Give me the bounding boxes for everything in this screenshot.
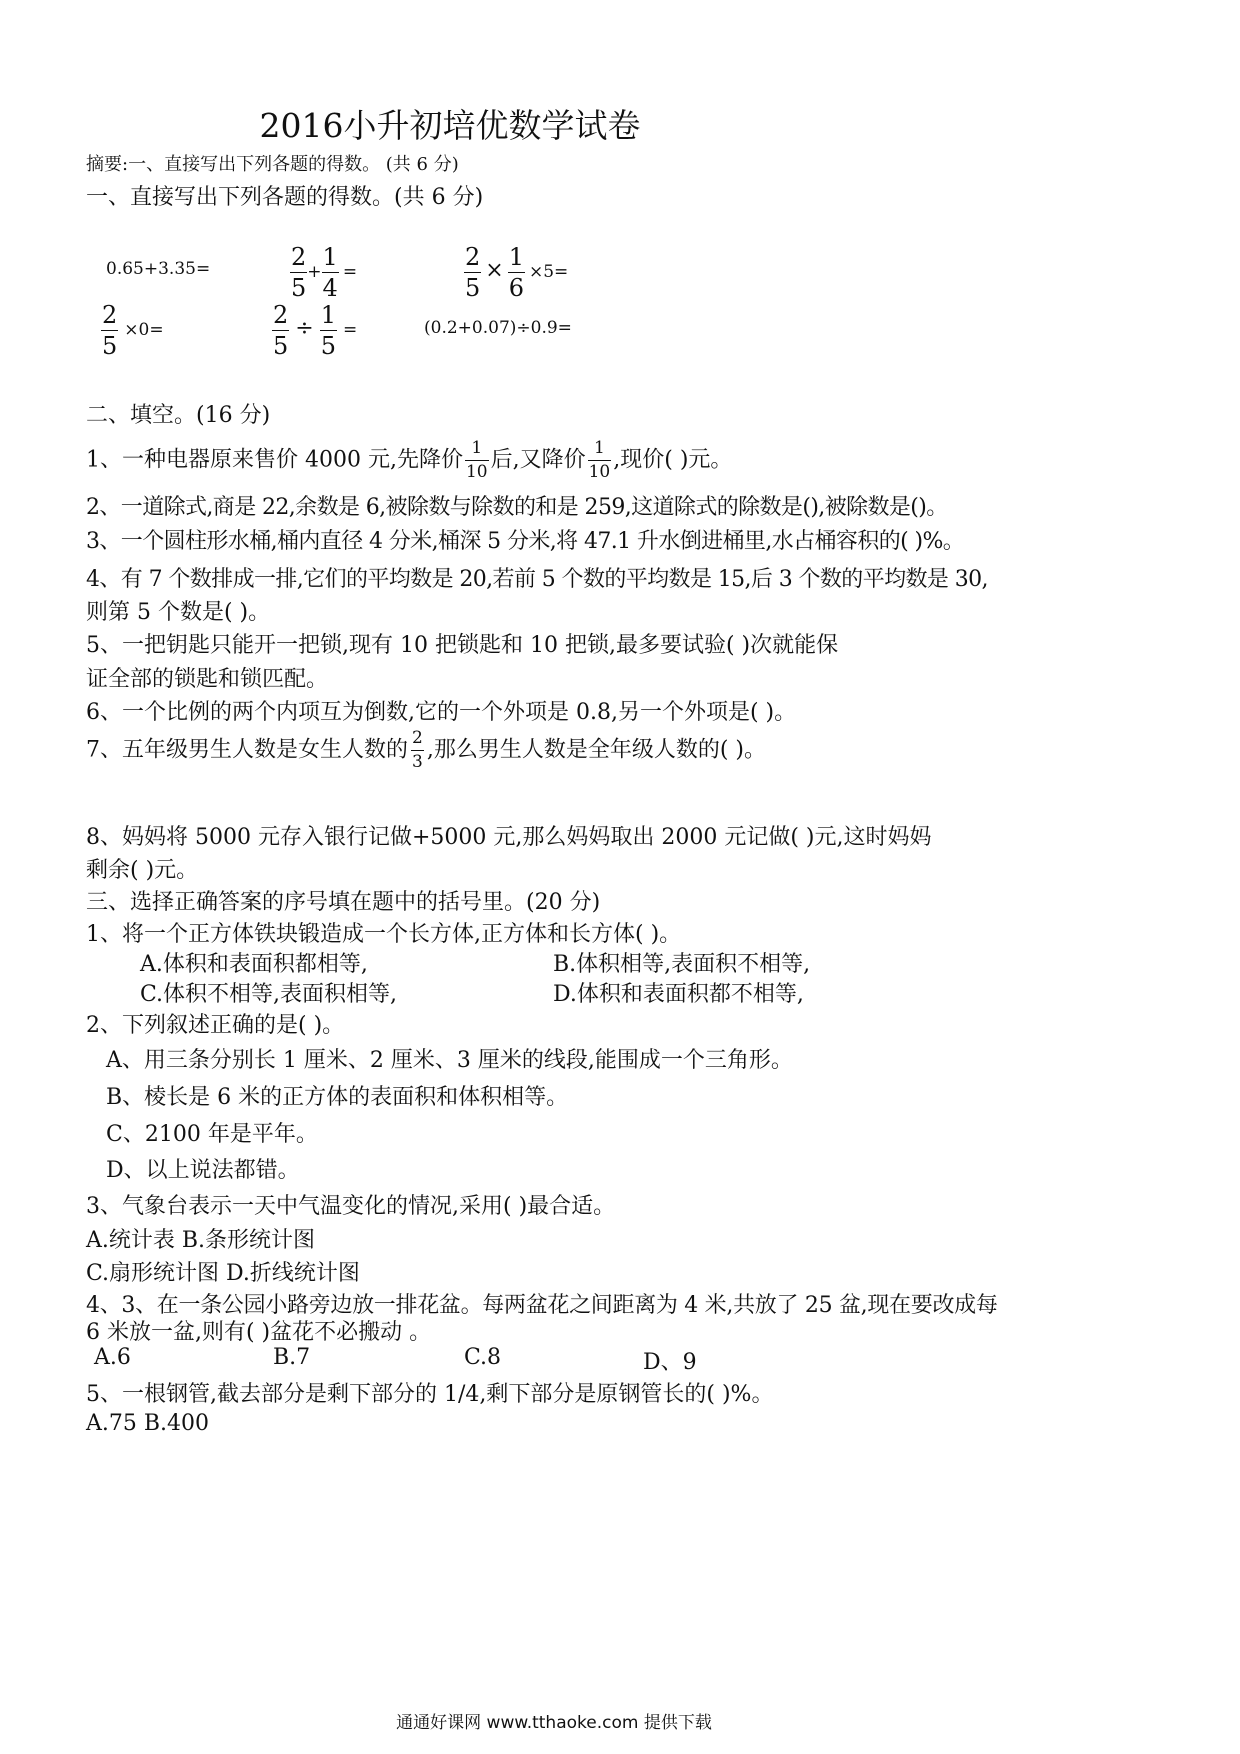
section1-heading: 一、直接写出下列各题的得数。(共 6 分) [86,185,484,210]
fill-item-4-line1: 4、有 7 个数排成一排,它们的平均数是 20,若前 5 个数的平均数是 15,后 3 个数的平均数是 30, [86,567,988,592]
footer-label: 通通好课网 www.tthaoke.com 提供下载 [396,1713,712,1733]
denominator: 10 [588,462,611,482]
fill-item-2: 2、一道除式,商是 22,余数是 6,被除数与除数的和是 259,这道除式的除数是(),被除数是()。 [86,495,948,520]
denominator: 5 [273,332,289,360]
fill-item-5-line2: 证全部的锁匙和锁匹配。 [86,667,329,692]
calc-q1: 0.65+3.35= [106,259,211,279]
equals: = [343,320,358,340]
numerator: 1 [588,440,612,461]
numerator: 2 [291,243,307,271]
fill-item-8-line1: 8、妈妈将 5000 元存入银行记做+5000 元,那么妈妈取出 2000 元记做( )元,这时妈妈 [86,825,932,850]
operator: ÷ [295,316,314,341]
fill-item-8-line2: 剩余( )元。 [86,858,199,883]
item-text: 7、五年级男生人数是女生人数的 [86,737,408,763]
choice-1-option-a: A.体积和表面积都相等, [140,952,368,977]
calc-q2 [290,245,357,300]
fraction [320,303,337,358]
item-text: ,那么男生人数是全年级人数的( )。 [426,737,766,763]
fraction [464,245,481,300]
choice-4-line2: 6 米放一盆,则有( )盆花不必搬动 。 [86,1320,432,1345]
fraction [508,245,525,300]
fill-item-1 [86,440,732,481]
operator: + [307,262,322,282]
fraction [101,303,118,358]
calc-q4 [101,303,164,358]
fill-item-4-line2: 则第 5 个数是( )。 [86,600,271,625]
calc-q6: (0.2+0.07)÷0.9= [424,318,572,338]
page-title-text: 2016小升初培优数学试卷 [259,106,641,145]
denominator: 5 [465,274,481,302]
numerator: 2 [411,730,424,751]
choice-3-options-cd: C.扇形统计图 D.折线统计图 [86,1261,360,1286]
summary-line: 摘要:一、直接写出下列各题的得数。 (共 6 分) [86,154,459,175]
section3-heading: 三、选择正确答案的序号填在题中的括号里。(20 分) [86,890,601,915]
choice-1-option-b: B.体积相等,表面积不相等, [553,952,811,977]
choice-2-option-a: A、用三条分别长 1 厘米、2 厘米、3 厘米的线段,能围成一个三角形。 [106,1048,793,1073]
operator: × [485,258,504,283]
choice-3: 3、气象台表示一天中气温变化的情况,采用( )最合适。 [86,1194,616,1219]
choice-1: 1、将一个正方体铁块锻造成一个长方体,正方体和长方体( )。 [86,922,682,947]
fill-item-5-line1: 5、一把钥匙只能开一把锁,现有 10 把锁匙和 10 把锁,最多要试验( )次就能保 [86,633,839,658]
choice-4-option-a: A.6 [94,1345,131,1370]
numerator: 2 [465,243,481,271]
numerator: 1 [320,301,336,329]
page-title [0,100,1240,147]
choice-2-option-b: B、棱长是 6 米的正方体的表面积和体积相等。 [106,1085,569,1110]
choice-3-options-ab: A.统计表 B.条形统计图 [86,1228,316,1253]
choice-4-option-d: D、9 [643,1350,697,1375]
denominator: 6 [508,274,524,302]
equals: = [342,262,358,282]
denominator: 3 [412,752,423,772]
choice-2-option-d: D、以上说法都错。 [106,1158,300,1183]
numerator: 2 [273,301,289,329]
choice-5: 5、一根钢管,截去部分是剩下部分的 1/4,剩下部分是原钢管长的( )%。 [86,1382,774,1407]
choice-1-option-c: C.体积不相等,表面积相等, [140,982,398,1007]
choice-5-options: A.75 B.400 [86,1411,210,1436]
fill-item-7 [86,730,766,771]
fraction [290,245,307,300]
choice-1-option-d: D.体积和表面积都不相等, [553,982,804,1007]
numerator: 2 [102,301,118,329]
choice-2-option-c: C、2100 年是平年。 [106,1122,318,1147]
item-text: 后,又降价 [490,447,586,473]
choice-4-line1: 4、3、在一条公园小路旁边放一排花盆。每两盆花之间距离为 4 米,共放了 25 盆,现在要改成每 [86,1293,998,1318]
multiplier: ×5= [529,262,569,282]
item-text: ,现价( )元。 [613,447,733,473]
numerator: 1 [508,243,524,271]
fill-item-3: 3、一个圆柱形水桶,桶内直径 4 分米,桶深 5 分米,将 47.1 升水倒进桶里,水占桶容积的( )%。 [86,529,965,554]
fraction [588,440,612,481]
choice-2: 2、下列叙述正确的是( )。 [86,1013,345,1038]
denominator: 5 [320,332,336,360]
choice-4-option-c: C.8 [464,1345,502,1370]
choice-4-option-b: B.7 [273,1345,311,1370]
fraction [465,440,489,481]
multiplier: ×0= [124,320,164,340]
section2-heading: 二、填空。(16 分) [86,403,271,428]
fraction [411,730,424,771]
denominator: 5 [102,332,118,360]
calc-q5 [272,303,357,358]
fraction [272,303,289,358]
item-text: 1、一种电器原来售价 4000 元,先降价 [86,447,463,473]
denominator: 10 [465,462,488,482]
denominator: 5 [291,274,307,302]
numerator: 1 [465,440,489,461]
footer-text [0,1708,1240,1733]
denominator: 4 [322,274,338,302]
fraction [322,245,339,300]
numerator: 1 [322,243,338,271]
calc-q3 [464,245,568,300]
fill-item-6: 6、一个比例的两个内项互为倒数,它的一个外项是 0.8,另一个外项是( )。 [86,700,797,725]
